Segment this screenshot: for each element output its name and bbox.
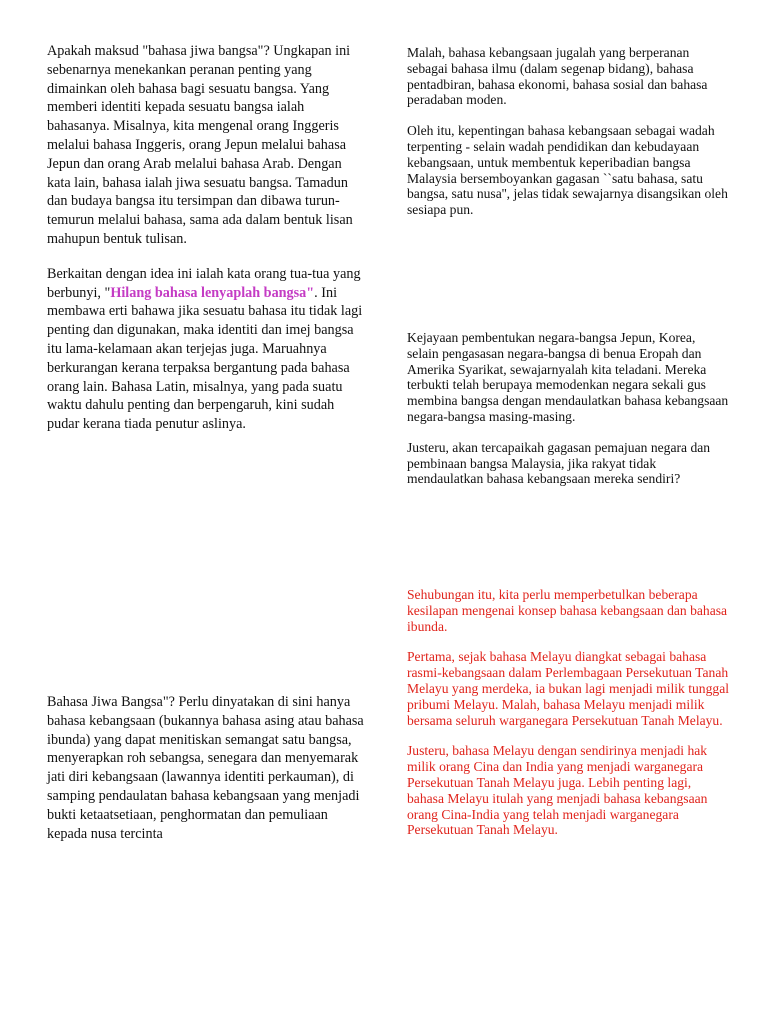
left-paragraph-2 bbox=[47, 265, 365, 434]
proverb-highlight: Hilang bahasa lenyaplah bangsa" bbox=[110, 284, 315, 301]
right-paragraph-6: Pertama, sejak bahasa Melayu diangkat sebagai bahasa rasmi-kebangsaan dalam Perlembagaan Persekutuan Tanah Melayu yang merdeka, ia bukan lagi menjadi milik tunggal pribumi Melayu. Malah, bahasa Melayu menjadi milik bersama seluruh warganegara Persekutuan Tanah Melayu. bbox=[407, 649, 730, 728]
left-paragraph-2-pre: Berkaitan dengan idea ini ialah kata orang tua-tua yang berbunyi, " bbox=[47, 265, 361, 301]
right-text-block-2 bbox=[407, 330, 729, 487]
right-paragraph-2: Oleh itu, kepentingan bahasa kebangsaan sebagai wadah terpenting - selain wadah pendidikan dan kebudayaan kebangsaan, untuk membentuk keperibadian bangsa Malaysia bersemboyankan gagasan ``satu bahasa, satu bangsa, satu nusa'', jelas tidak sewajarnya disangsikan oleh sesiapa pun. bbox=[407, 123, 728, 218]
left-paragraph-3: Bahasa Jiwa Bangsa"? Perlu dinyatakan di sini hanya bahasa kebangsaan (bukannya bahasa asing atau bahasa ibunda) yang dapat menitiskan semangat satu bangsa, menyerapkan roh sebangsa, senegara dan menyemarak jati diri kebangsaan (lawannya identiti perkauman), di samping pendaulatan bahasa kebangsaan yang menjadi bukti ketaatsetiaan, penghormatan dan pemuliaan kepada nusa tercinta bbox=[47, 694, 364, 842]
right-paragraph-3: Kejayaan pembentukan negara-bangsa Jepun, Korea, selain pengasasan negara-bangsa di benua Eropah dan Amerika Syarikat, sewajarnyalah kita teladani. Mereka terbukti telah berupaya memodenkan negara sekali gus membina bangsa dengan mendaulatkan bahasa kebangsaan negara-bangsa masing-masing. bbox=[407, 330, 729, 424]
left-text-block-1 bbox=[47, 42, 365, 434]
right-paragraph-7: Justeru, bahasa Melayu dengan sendirinya menjadi hak milik orang Cina dan India yang menjadi warganegara Persekutuan Tanah Melayu juga. Lebih penting lagi, bahasa Melayu itulah yang menjadi bahasa kebangsaan orang Cina-India yang telah menjadi warganegara Persekutuan Tanah Melayu. bbox=[407, 743, 708, 838]
right-text-block-1 bbox=[407, 45, 729, 218]
left-paragraph-1: Apakah maksud "bahasa jiwa bangsa"? Ungkapan ini sebenarnya menekankan peranan penting yang dimainkan oleh bahasa bagi sesuatu bangsa. Yang memberi identiti kepada sesuatu bangsa ialah bahasanya. Misalnya, kita mengenal orang Inggeris melalui bahasa Inggeris, orang Jepun melalui bahasa Jepun dan orang Arab melalui bahasa Arab. Dengan kata lain, bahasa ialah jiwa sesuatu bangsa. Tamadun dan budaya bangsa itu tersimpan dan dibawa turun-temurun melalui bahasa, sama ada dalam bentuk lisan mahupun bentuk tulisan. bbox=[47, 43, 353, 247]
right-paragraph-5: Sehubungan itu, kita perlu memperbetulkan beberapa kesilapan mengenai konsep bahasa kebangsaan dan bahasa ibunda. bbox=[407, 587, 728, 634]
right-paragraph-4: Justeru, akan tercapaikah gagasan pemajuan negara dan pembinaan bangsa Malaysia, jika rakyat tidak mendaulatkan bahasa kebangsaan mereka sendiri? bbox=[407, 439, 711, 487]
right-paragraph-1: Malah, bahasa kebangsaan jugalah yang berperanan sebagai bahasa ilmu (dalam segenap bidang), bahasa pentadbiran, bahasa ekonomi, bahasa sosial dan bahasa peradaban moden. bbox=[407, 45, 708, 108]
left-paragraph-2-post: . Ini membawa erti bahawa jika sesuatu bahasa itu tidak lagi penting dan digunakan, maka identiti dan imej bangsa itu lama-kelamaan akan terjejas juga. Maruahnya berkurangan kerana terpaksa bergantung pada bahasa orang lain. Bahasa Latin, misalnya, yang pada suatu waktu dahulu penting dan berpengaruh, kini sudah pudar kerana tiada penutur aslinya. bbox=[47, 284, 363, 433]
left-text-block-2 bbox=[47, 693, 365, 843]
right-text-block-3 bbox=[407, 587, 729, 838]
